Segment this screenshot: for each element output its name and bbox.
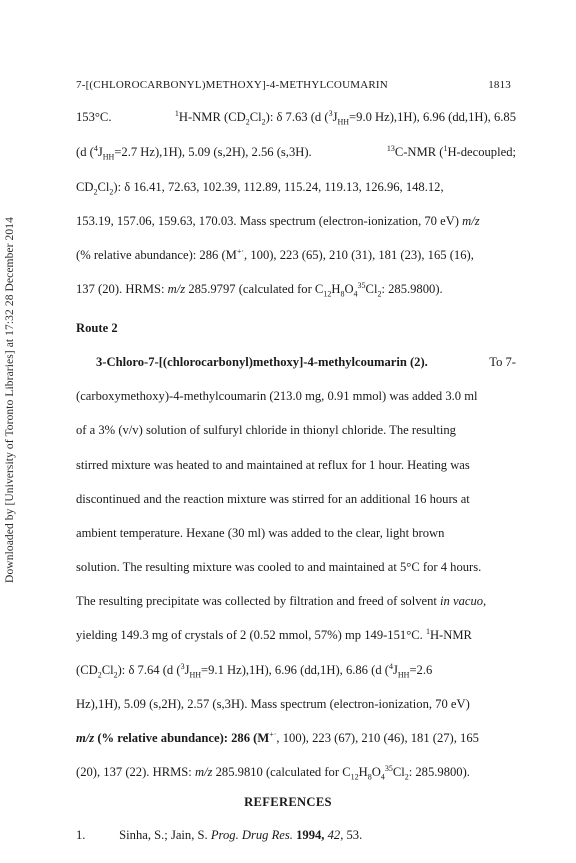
text: m/z (194, 765, 213, 779)
text: 153.19, 157.06, 159.63, 170.03. Mass spectrum (electron-ionization, 70 eV) (76, 214, 459, 228)
text: in vacuo, (440, 594, 487, 608)
text: (% relative abundance): 286 (M (76, 248, 237, 262)
download-watermark-text: Downloaded by [University of Toronto Libraries] at 17:32 28 December 2014 (4, 217, 16, 583)
text: , 100), 223 (67), 210 (46), 181 (27), 165 (276, 731, 479, 745)
subscript: 2 (261, 117, 266, 127)
text: CD (76, 180, 94, 194)
text: H (358, 765, 368, 779)
text: H-NMR (CD (178, 110, 246, 124)
subscript: 12 (323, 289, 332, 299)
text: : 285.9800). (381, 282, 443, 296)
text: ): δ 7.63 (d ( (265, 110, 329, 124)
text: =9.1 Hz),1H), 6.96 (dd,1H), 6.86 (d ( (201, 663, 389, 677)
text: Cl (97, 180, 110, 194)
text: (CD (76, 663, 98, 677)
compound-title: 3-Chloro-7-[(chlorocarbonyl)methoxy]-4-methylcoumarin (2). (96, 355, 428, 369)
paragraph-line: Hz),1H), 5.09 (s,2H), 2.57 (s,3H). Mass spectrum (electron-ionization, 70 eV) (76, 697, 470, 711)
paragraph-line (76, 663, 516, 678)
subscript: 2 (404, 772, 409, 782)
running-head (76, 79, 511, 91)
text: 137 (20). HRMS: (76, 282, 165, 296)
text: 153°C. (76, 110, 112, 124)
text: =2.6 (409, 663, 433, 677)
reference-pages: 53. (346, 828, 363, 842)
paragraph-line (76, 282, 516, 297)
paragraph-line: ambient temperature. Hexane (30 ml) was added to the clear, light brown (76, 526, 445, 540)
text: m/z (76, 731, 95, 745)
paragraph-line (76, 110, 516, 125)
subscript: 2 (97, 670, 102, 680)
subscript: 8 (340, 289, 345, 299)
reference-authors: Sinha, S.; Jain, S. (119, 828, 208, 842)
reference-volume: 42, (327, 828, 344, 842)
text: 285.9797 (calculated for C (188, 282, 324, 296)
superscript: 4 (388, 661, 393, 671)
text-span (387, 145, 516, 160)
superscript: 1 (174, 108, 179, 118)
section-heading: Route 2 (76, 321, 118, 335)
subscript: 4 (380, 772, 385, 782)
superscript: 1 (443, 143, 448, 153)
text: J (97, 145, 103, 159)
page-number: 1813 (488, 79, 511, 91)
paragraph-line (76, 765, 516, 780)
paragraph-line (76, 214, 516, 229)
paragraph-line (76, 180, 516, 195)
text: Cl (249, 110, 262, 124)
text: O (371, 765, 381, 779)
text: 285.9810 (calculated for C (212, 765, 351, 779)
superscript: 1 (425, 626, 430, 636)
paragraph-line: discontinued and the reaction mixture was stirred for an additional 16 hours at (76, 492, 470, 506)
subscript: 8 (367, 772, 372, 782)
text: H (331, 282, 341, 296)
references-heading: REFERENCES (244, 795, 332, 809)
reference-year: 1994, (296, 828, 325, 842)
superscript: 3 (180, 661, 185, 671)
paragraph-line (76, 628, 516, 643)
text: m/z (167, 282, 186, 296)
text: J (332, 110, 338, 124)
subscript: 2 (377, 289, 382, 299)
superscript: 3 (328, 108, 333, 118)
paragraph-line: solution. The resulting mixture was cooled to and maintained at 5°C for 4 hours. (76, 560, 482, 574)
running-head-title: 7-[(CHLOROCARBONYL)METHOXY]-4-METHYLCOUMARIN (76, 79, 388, 91)
subscript: 2 (245, 117, 250, 127)
text: ): δ 16.41, 72.63, 102.39, 112.89, 115.24, 119.13, 126.96, 148.12, (113, 180, 444, 194)
paragraph-line (76, 594, 516, 609)
text-span (76, 145, 312, 160)
paragraph-line: stirred mixture was heated to and maintained at reflux for 1 hour. Heating was (76, 458, 470, 472)
text: ): δ 7.64 (d ( (117, 663, 181, 677)
paragraph-line (76, 145, 516, 160)
subscript: HH (337, 117, 350, 127)
paragraph-line: (carboxymethoxy)-4-methylcoumarin (213.0 mg, 0.91 mmol) was added 3.0 ml (76, 389, 478, 403)
text: C-NMR ( (394, 145, 444, 159)
superscript: 13 (386, 143, 395, 153)
reference-journal: Prog. Drug Res. (210, 828, 293, 842)
superscript: 4 (93, 143, 98, 153)
subscript: HH (189, 670, 202, 680)
subscript: 12 (350, 772, 359, 782)
text: J (392, 663, 398, 677)
superscript: +· (236, 246, 245, 256)
subscript: 4 (353, 289, 358, 299)
reference-number: 1. (76, 828, 86, 842)
superscript: 35 (384, 763, 393, 773)
text: O (344, 282, 354, 296)
text: Cl (365, 282, 378, 296)
subscript: HH (102, 152, 115, 162)
text: , 100), 223 (65), 210 (31), 181 (23), 165 (16), (244, 248, 474, 262)
text: H-decoupled; (447, 145, 516, 159)
text: yielding 149.3 mg of crystals of 2 (0.52 mmol, 57%) mp 149-151°C. (76, 628, 423, 642)
text: (d ( (76, 145, 94, 159)
text: The resulting precipitate was collected by filtration and freed of solvent (76, 594, 437, 608)
text: (% relative abundance): 286 (M (97, 731, 270, 745)
text: =2.7 Hz),1H), 5.09 (s,2H), 2.56 (s,3H). (114, 145, 312, 159)
text: : 285.9800). (408, 765, 470, 779)
paragraph-line (76, 248, 516, 263)
subscript: HH (397, 670, 410, 680)
superscript: 35 (357, 280, 366, 290)
text: Cl (101, 663, 114, 677)
subscript: 2 (109, 187, 114, 197)
text-span (175, 110, 516, 125)
text: Cl (392, 765, 405, 779)
text: (20), 137 (22). HRMS: (76, 765, 192, 779)
download-watermark (3, 160, 17, 640)
subscript: 2 (113, 670, 118, 680)
paragraph-line (76, 355, 516, 370)
text: =9.0 Hz),1H), 6.96 (dd,1H), 6.85 (349, 110, 516, 124)
superscript: +· (269, 729, 277, 739)
paragraph-line (76, 731, 516, 746)
text: m/z (462, 214, 480, 228)
reference-item (76, 828, 362, 843)
subscript: 2 (93, 187, 98, 197)
text: J (184, 663, 190, 677)
text: To 7- (489, 355, 516, 369)
text: H-NMR (429, 628, 472, 642)
paragraph-line: of a 3% (v/v) solution of sulfuryl chloride in thionyl chloride. The resulting (76, 423, 456, 437)
